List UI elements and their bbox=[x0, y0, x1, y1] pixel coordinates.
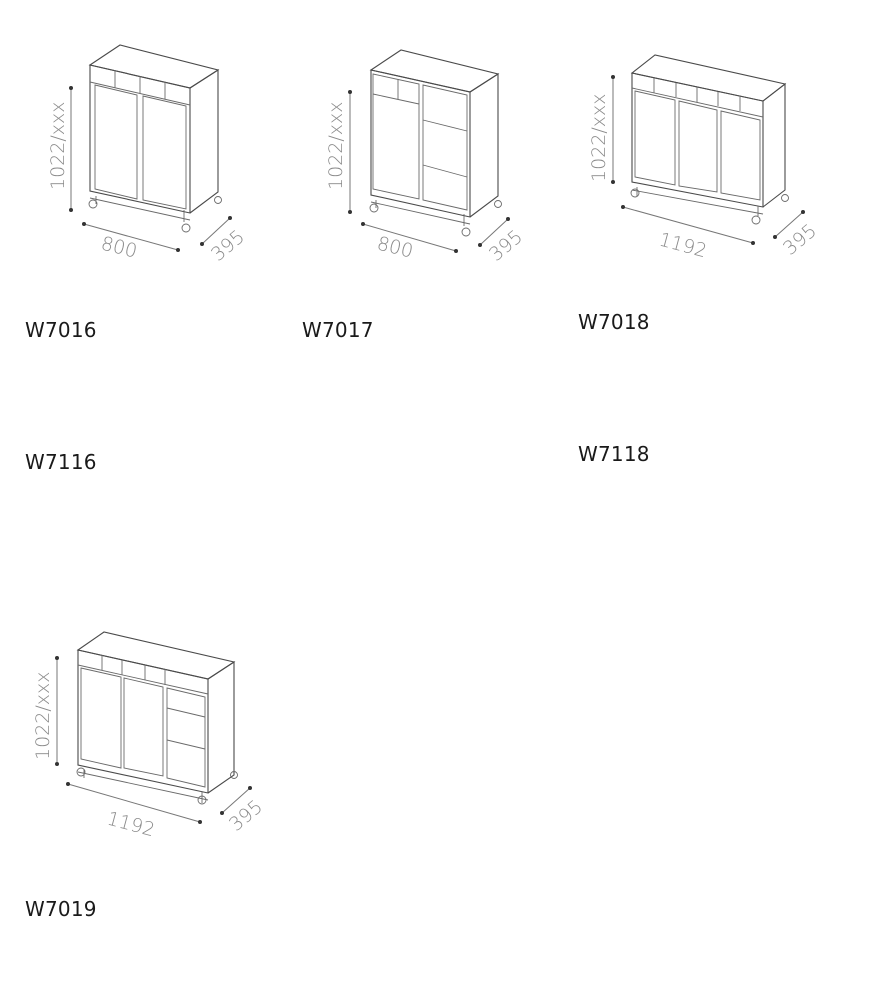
item-code-w7118: W7118 bbox=[578, 442, 650, 466]
height-dimension: 1022/xxx bbox=[325, 101, 347, 190]
cabinet-drawing-w7017 bbox=[280, 0, 560, 290]
depth-dimension: 395 bbox=[225, 795, 267, 836]
width-dimension: 800 bbox=[98, 232, 140, 263]
height-dimension: 1022/xxx bbox=[47, 101, 69, 190]
item-code-w7017: W7017 bbox=[302, 318, 374, 342]
width-dimension: 1192 bbox=[656, 228, 710, 263]
depth-dimension: 395 bbox=[779, 219, 821, 260]
depth-dimension: 395 bbox=[485, 225, 527, 266]
depth-dimension: 395 bbox=[207, 225, 249, 266]
cabinet-drawing-w7018 bbox=[560, 0, 860, 290]
cabinet-drawing-w7019 bbox=[0, 600, 300, 860]
width-dimension: 1192 bbox=[104, 807, 158, 842]
width-dimension: 800 bbox=[374, 232, 416, 263]
item-code-w7016: W7016 bbox=[25, 318, 97, 342]
item-code-w7116: W7116 bbox=[25, 450, 97, 474]
height-dimension: 1022/xxx bbox=[588, 93, 610, 182]
item-code-w7019: W7019 bbox=[25, 897, 97, 921]
cabinet-drawing-w7016 bbox=[0, 0, 280, 290]
height-dimension: 1022/xxx bbox=[32, 671, 54, 760]
item-code-w7018: W7018 bbox=[578, 310, 650, 334]
